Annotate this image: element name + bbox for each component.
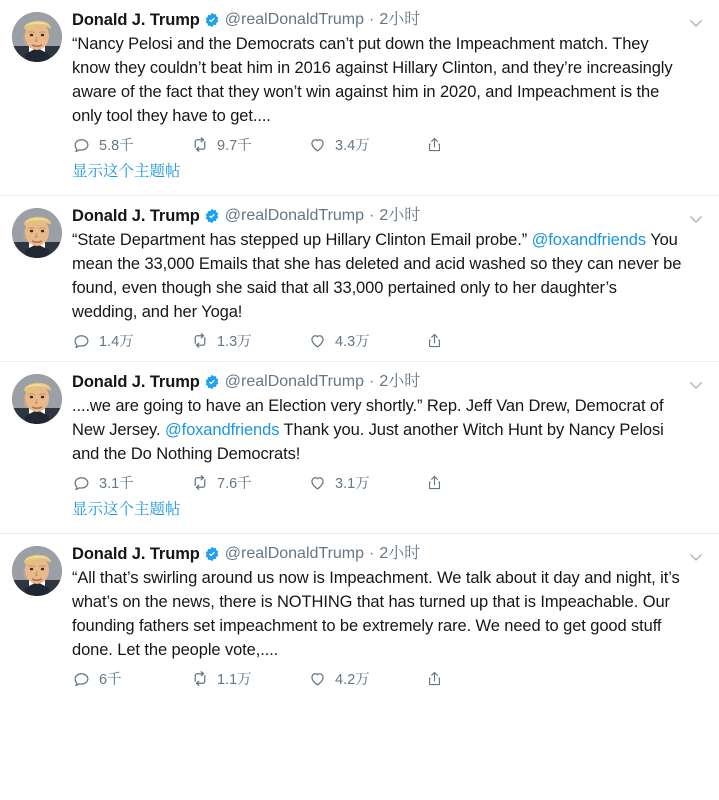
like-action-count: 4.3万	[335, 334, 370, 350]
tweet[interactable]	[0, 196, 719, 362]
avatar-column	[12, 10, 72, 189]
reply-action-count: 1.4万	[99, 334, 134, 350]
reply-icon	[72, 473, 91, 492]
display-name[interactable]: Donald J. Trump	[72, 11, 200, 29]
tweet[interactable]	[0, 534, 719, 699]
timestamp[interactable]: 2小时	[379, 11, 421, 28]
tweet-header	[72, 372, 683, 392]
tweet-body	[72, 10, 707, 189]
user-handle[interactable]: @realDonaldTrump	[224, 207, 365, 224]
tweet-text	[72, 228, 683, 324]
like-action[interactable]	[308, 472, 426, 493]
like-icon	[308, 331, 327, 350]
tweet-text-segment: You mean the 33,000 Emails that she has deleted and acid washed so they can never be found, even though she said that all 33,000 pertained only to her daughter’s wedding, and her Yoga!	[72, 231, 682, 321]
separator-dot: ·	[369, 207, 375, 224]
reply-action[interactable]	[72, 134, 190, 155]
like-action[interactable]	[308, 330, 426, 351]
retweet-icon	[190, 473, 209, 492]
retweet-action[interactable]	[190, 134, 308, 155]
like-icon	[308, 135, 327, 154]
avatar-column	[12, 544, 72, 693]
tweet-actions	[72, 472, 683, 493]
tweet-text-segment: Thank you. Just another Witch Hunt by Nancy Pelosi and the Do Nothing Democrats!	[72, 421, 664, 463]
share-action[interactable]	[426, 669, 466, 688]
retweet-action-count: 9.7千	[217, 138, 252, 154]
verified-badge-icon	[204, 208, 220, 224]
tweet-actions	[72, 330, 683, 351]
timestamp[interactable]: 2小时	[379, 373, 421, 390]
display-name[interactable]: Donald J. Trump	[72, 545, 200, 563]
tweet-body	[72, 544, 707, 693]
like-action-count: 4.2万	[335, 672, 370, 688]
tweet[interactable]	[0, 0, 719, 196]
tweet-body	[72, 206, 707, 355]
separator-dot: ·	[369, 11, 375, 28]
share-action[interactable]	[426, 473, 466, 492]
reply-action-count: 5.8千	[99, 138, 134, 154]
tweet-actions	[72, 668, 683, 689]
tweet-header	[72, 10, 683, 30]
reply-action[interactable]	[72, 668, 190, 689]
display-name[interactable]: Donald J. Trump	[72, 207, 200, 225]
avatar[interactable]	[12, 374, 62, 424]
timestamp[interactable]: 2小时	[379, 545, 421, 562]
verified-badge-icon	[204, 546, 220, 562]
tweet-text-segment: “State Department has stepped up Hillary Clinton Email probe.”	[72, 231, 532, 249]
tweet-text-segment: ....we are going to have an Election very shortly.” Rep. Jeff Van Drew, Democrat of New Jersey.	[72, 397, 664, 439]
avatar-column	[12, 372, 72, 527]
chevron-down-icon[interactable]	[687, 548, 705, 566]
reply-action[interactable]	[72, 330, 190, 351]
show-thread-link[interactable]: 显示这个主题帖	[72, 501, 181, 518]
like-action-count: 3.1万	[335, 476, 370, 492]
tweet-header	[72, 206, 683, 226]
tweet-actions	[72, 134, 683, 155]
share-action[interactable]	[426, 331, 466, 350]
reply-action-count: 6千	[99, 672, 122, 688]
reply-icon	[72, 669, 91, 688]
reply-icon	[72, 135, 91, 154]
like-action[interactable]	[308, 668, 426, 689]
avatar[interactable]	[12, 546, 62, 596]
chevron-down-icon[interactable]	[687, 210, 705, 228]
avatar-column	[12, 206, 72, 355]
verified-badge-icon	[204, 12, 220, 28]
retweet-action-count: 1.3万	[217, 334, 252, 350]
retweet-icon	[190, 669, 209, 688]
like-action[interactable]	[308, 134, 426, 155]
tweet-text-segment: “All that’s swirling around us now is Impeachment. We talk about it day and night, it’s what’s on the news, there is NOTHING that has turned up that is Impeachable. Our founding fathers set impeachment to be extremely rare. We need to get good stuff done. Let the people vote,....	[72, 569, 680, 659]
share-action[interactable]	[426, 135, 466, 154]
tweet-header	[72, 544, 683, 564]
timestamp[interactable]: 2小时	[379, 207, 421, 224]
tweet-body	[72, 372, 707, 527]
reply-action-count: 3.1千	[99, 476, 134, 492]
like-icon	[308, 473, 327, 492]
tweet-text	[72, 566, 683, 662]
user-handle[interactable]: @realDonaldTrump	[224, 373, 365, 390]
display-name[interactable]: Donald J. Trump	[72, 373, 200, 391]
mention-link[interactable]: @foxandfriends	[531, 231, 647, 249]
share-icon	[426, 331, 445, 350]
chevron-down-icon[interactable]	[687, 14, 705, 32]
retweet-action-count: 7.6千	[217, 476, 252, 492]
retweet-icon	[190, 135, 209, 154]
verified-badge-icon	[204, 374, 220, 390]
avatar[interactable]	[12, 208, 62, 258]
share-icon	[426, 473, 445, 492]
retweet-action[interactable]	[190, 330, 308, 351]
mention-link[interactable]: @foxandfriends	[164, 421, 280, 439]
tweet[interactable]	[0, 362, 719, 534]
reply-action[interactable]	[72, 472, 190, 493]
user-handle[interactable]: @realDonaldTrump	[224, 545, 365, 562]
tweet-text-segment: “Nancy Pelosi and the Democrats can’t put down the Impeachment match. They know they couldn’t beat him in 2016 against Hillary Clinton, and they’re increasingly aware of the fact that they won’t win against him in 2020, and Impeachment is the only tool they have to get....	[72, 35, 673, 125]
chevron-down-icon[interactable]	[687, 376, 705, 394]
like-action-count: 3.4万	[335, 138, 370, 154]
retweet-action[interactable]	[190, 472, 308, 493]
reply-icon	[72, 331, 91, 350]
avatar[interactable]	[12, 12, 62, 62]
show-thread-link[interactable]: 显示这个主题帖	[72, 163, 181, 180]
retweet-action[interactable]	[190, 668, 308, 689]
share-icon	[426, 669, 445, 688]
tweet-text	[72, 394, 683, 466]
tweet-text	[72, 32, 683, 128]
separator-dot: ·	[369, 545, 375, 562]
share-icon	[426, 135, 445, 154]
retweet-action-count: 1.1万	[217, 672, 252, 688]
like-icon	[308, 669, 327, 688]
retweet-icon	[190, 331, 209, 350]
user-handle[interactable]: @realDonaldTrump	[224, 11, 365, 28]
separator-dot: ·	[369, 373, 375, 390]
